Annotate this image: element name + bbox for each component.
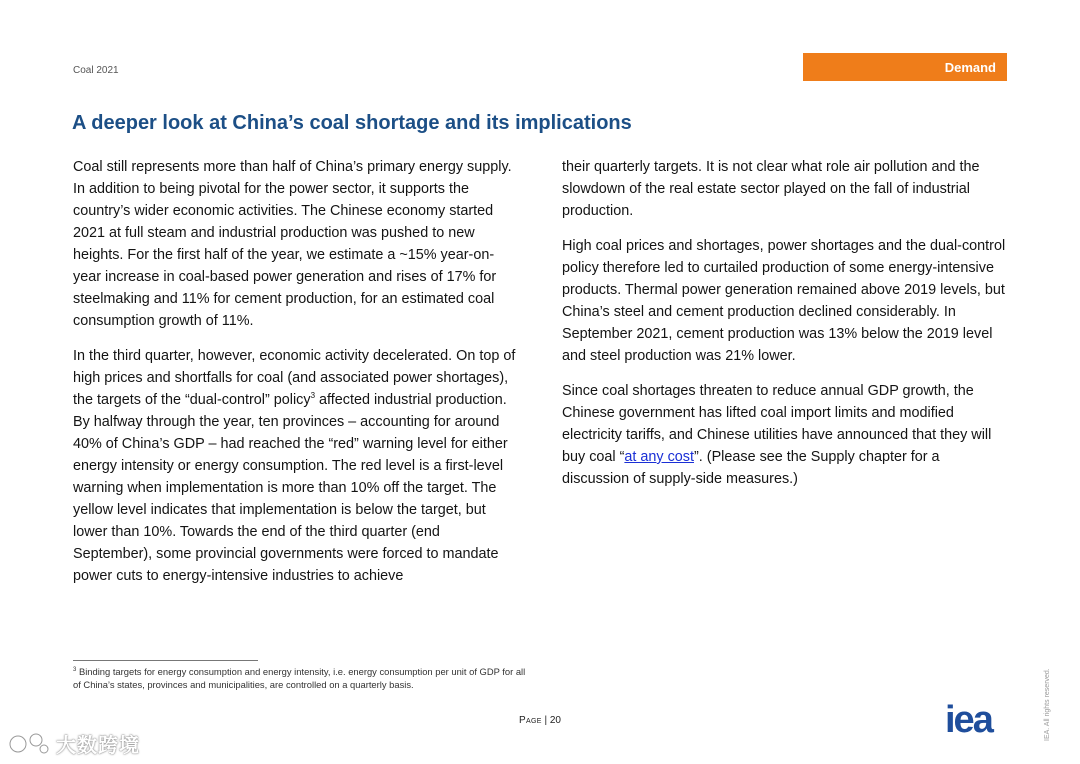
paragraph: High coal prices and shortages, power shortages and the dual-control policy therefore led to curtailed production of some energy-intensive products. Thermal power generation remained above 2019 levels, but China’s steel and cement production declined considerably. In September 2021, cement production was 13% below the 2019 level and steel production was 21% lower. [562,238,1006,364]
footnote-divider [73,660,258,661]
watermark [8,729,140,758]
paragraph-text: In the third quarter, however, economic activity decelerated. On top of high prices and shortfalls for coal (and associated power shortages), the targets of the “dual-control” policy [73,348,516,408]
paragraph [73,345,519,587]
footnote-text: Binding targets for energy consumption and energy intensity, i.e. energy consumption per unit of GDP for all of China’s states, provinces and municipalities, are controlled on a quarterly basis. [73,666,526,690]
watermark-text: 大数跨境 [56,735,140,757]
page-separator: | [541,715,550,726]
left-column [73,156,519,600]
report-title: Coal 2021 [73,65,119,76]
paragraph-text: affected industrial production. By halfway through the year, ten provinces – accounting for around 40% of China’s GDP – had reached the “red” warning level for either energy intensity or energy consumption. The red level is a first-level warning when implementation is more than 10% off the target. The yellow level indicates that implementation is below the target, but lower than 10%. Towards the end of the third quarter (end September), some provincial governments were forced to mandate power cuts to energy-intensive industries to achieve [73,392,508,584]
at-any-cost-link[interactable]: at any cost [624,449,694,465]
page-number-value: 20 [549,715,561,726]
watermark-logo-icon [8,731,52,757]
paragraph-text: ”. (Please see the Supply chapter for a discussion of supply-side measures.) [562,449,940,487]
page-label: Page [519,715,542,726]
iea-logo-text: iea [945,701,992,737]
paragraph: their quarterly targets. It is not clear what role air pollution and the slowdown of the real estate sector played on the fall of industrial production. [562,159,980,219]
paragraph: Coal still represents more than half of China’s primary energy supply. In addition to being pivotal for the power sector, it supports the country’s wider economic activities. The Chinese economy started 2021 at full steam and industrial production was pushed to new heights. For the first half of the year, we estimate a ~15% year-on-year increase in coal-based power generation and rises of 17% for steelmaking and 11% for cement production, for an estimated coal consumption growth of 11%. [73,159,512,329]
iea-logo[interactable] [944,701,1010,737]
right-column [562,156,1009,503]
page-number [0,715,1080,726]
section-tag: Demand [803,53,1007,81]
footnote-number: 3 [73,666,77,673]
copyright-notice: IEA. All rights reserved. [1044,668,1051,741]
paragraph-text: Since coal shortages threaten to reduce annual GDP growth, the Chinese government has lifted coal import limits and modified electricity tariffs, and Chinese utilities have announced that they will buy coal “ [562,383,992,465]
page-title: A deeper look at China’s coal shortage and its implications [72,112,632,134]
paragraph [562,380,1009,490]
footnote-marker[interactable]: 3 [310,391,316,401]
footnote [73,665,533,691]
